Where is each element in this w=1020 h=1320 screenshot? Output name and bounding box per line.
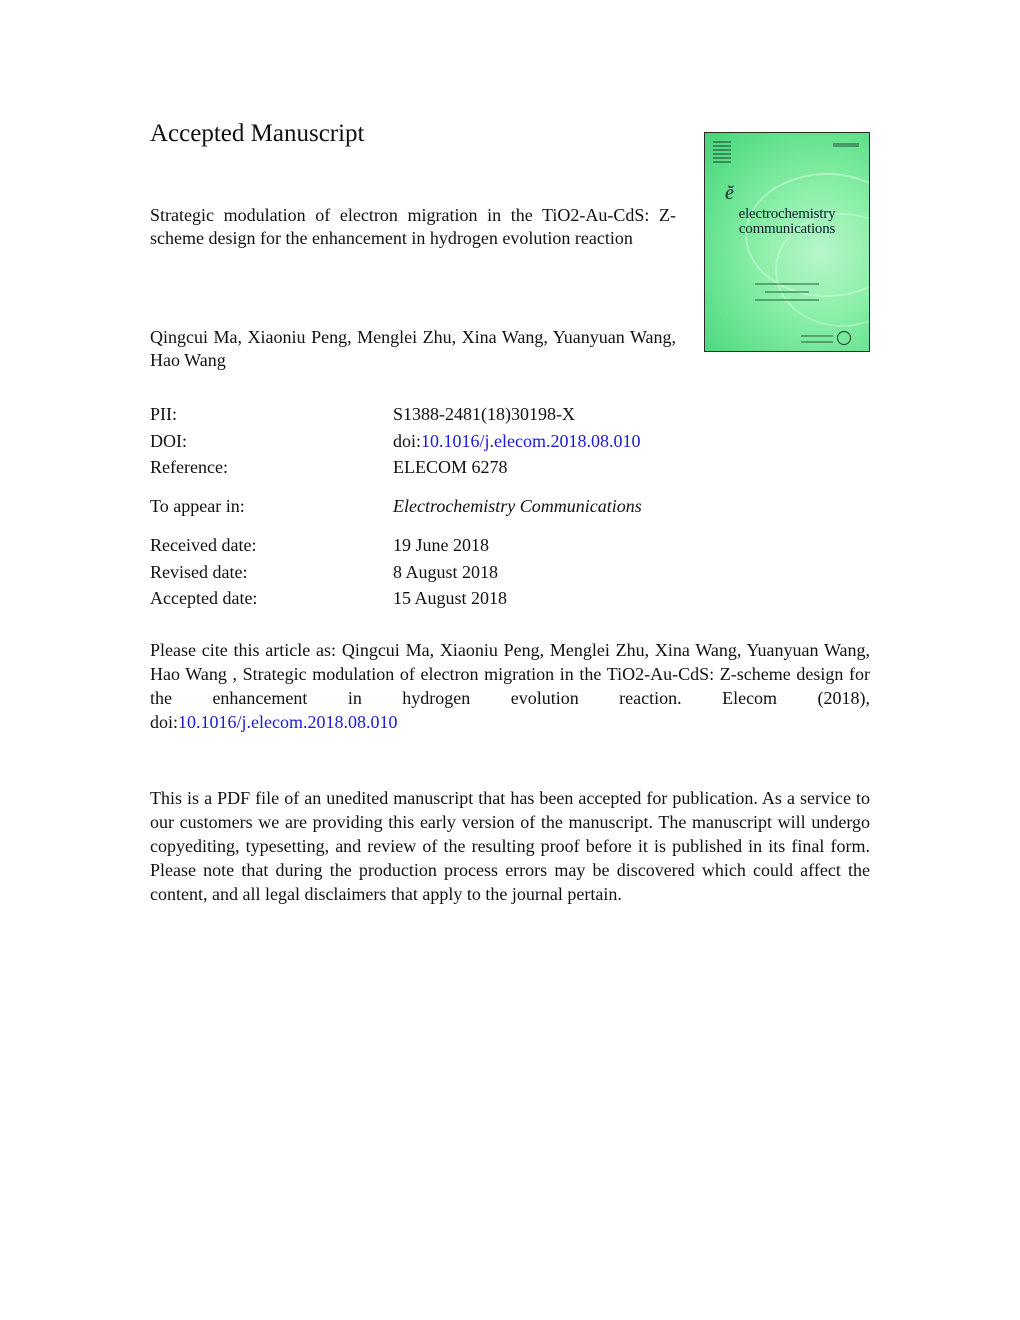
received-label: Received date: (150, 535, 257, 555)
cover-title-line1: electrochemistry (738, 206, 836, 222)
citation-doi-link[interactable]: 10.1016/j.elecom.2018.08.010 (178, 712, 398, 732)
doi-label: DOI: (150, 431, 187, 451)
page-heading: Accepted Manuscript (150, 120, 365, 147)
author-list: Qingcui Ma, Xiaoniu Peng, Menglei Zhu, Xina Wang, Yuanyuan Wang, Hao Wang (150, 327, 676, 370)
accepted-label: Accepted date: (150, 588, 258, 608)
pii-label: PII: (150, 404, 177, 424)
doi-prefix: doi: (393, 431, 422, 451)
publisher-logo-icon (837, 331, 851, 345)
cover-text-line (765, 291, 809, 293)
revised-value: 8 August 2018 (393, 562, 499, 582)
journal-cover (704, 132, 870, 352)
cover-issn-mark (833, 143, 859, 147)
publisher-tree-icon (713, 141, 731, 163)
cover-text-line (801, 335, 833, 337)
cover-text-line (755, 283, 819, 285)
reference-value: ELECOM 6278 (393, 457, 508, 477)
citation-doi-prefix: doi: (150, 712, 179, 732)
doi-link[interactable]: 10.1016/j.elecom.2018.08.010 (421, 431, 641, 451)
cover-journal-title (705, 207, 869, 237)
journal-name: Electrochemistry Communications (393, 496, 642, 516)
received-value: 19 June 2018 (393, 535, 489, 555)
cover-title-line2: communications (738, 221, 836, 237)
pii-value: S1388-2481(18)30198-X (393, 404, 575, 424)
accepted-value: 15 August 2018 (393, 588, 508, 608)
appear-label: To appear in: (150, 496, 245, 516)
citation-text: Please cite this article as: Qingcui Ma, Xiaoniu Peng, Menglei Zhu, Xina Wang, Yuanyuan Wang, Hao Wang , Strategic modulation of electron migration in the TiO2-Au-CdS: Z-scheme design for the enhancement in hydrogen evolution reaction. Elecom (2018), (150, 640, 870, 708)
cover-text-line (755, 299, 819, 301)
cover-text-line (801, 341, 833, 343)
reference-label: Reference: (150, 457, 228, 477)
article-title: Strategic modulation of electron migration in the TiO2-Au-CdS: Z-scheme design for the enhancement in hydrogen evolution reaction (150, 205, 676, 248)
doi-value (393, 429, 641, 453)
revised-label: Revised date: (150, 562, 248, 582)
journal-logo-icon: ĕ (725, 182, 734, 204)
citation-paragraph (150, 638, 870, 734)
disclaimer-paragraph: This is a PDF file of an unedited manuscript that has been accepted for publication. As a service to our customers we are providing this early version of the manuscript. The manuscript will undergo copyediting, typesetting, and review of the resulting proof before it is published in its final form. Please note that during the production process errors may be discovered which could affect the content, and all legal disclaimers that apply to the journal pertain. (150, 788, 870, 904)
